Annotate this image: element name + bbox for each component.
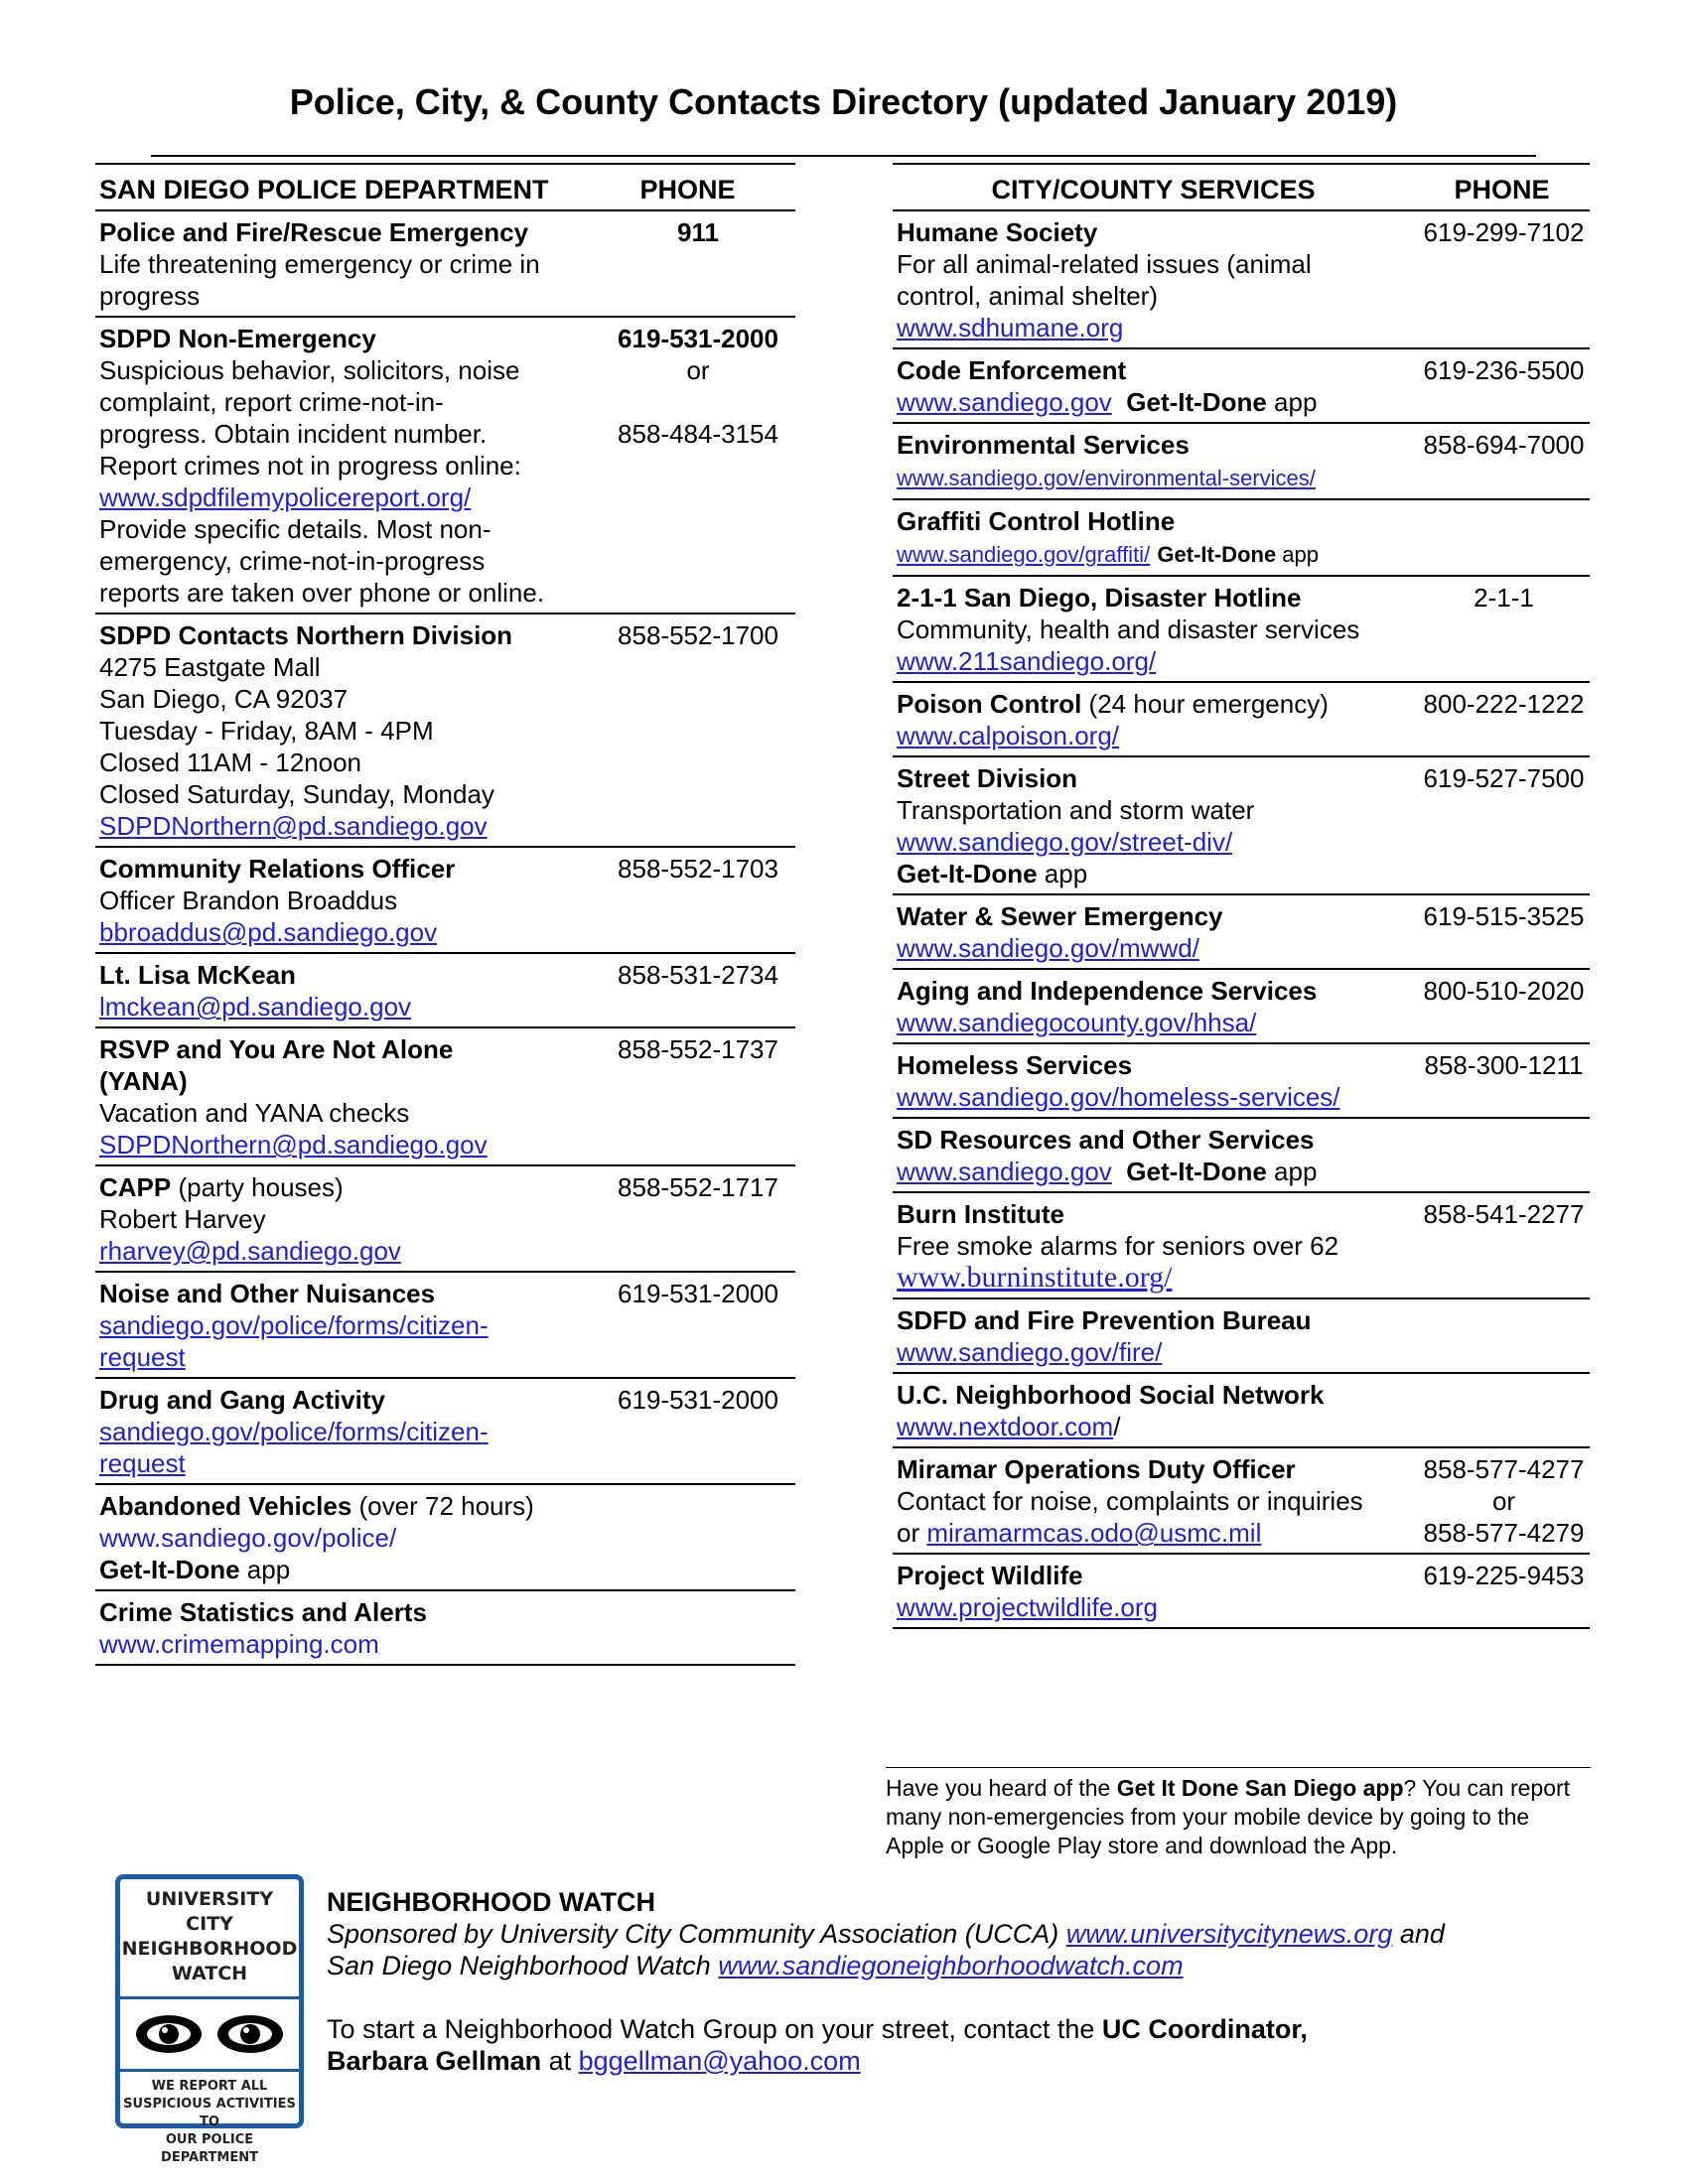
contact-details	[95, 1596, 601, 1660]
contact-link[interactable]: www.sandiego.gov/homeless-services/	[897, 1082, 1340, 1112]
contact-phone	[601, 216, 795, 312]
contact-link[interactable]: SDPDNorthern@pd.sandiego.gov	[99, 811, 488, 841]
contact-phone	[601, 1278, 795, 1373]
contact-phone	[1418, 762, 1590, 889]
contact-link-line	[897, 1007, 1418, 1038]
contact-row	[893, 211, 1590, 349]
contact-link[interactable]: www.nextdoor.com	[897, 1412, 1114, 1441]
phone-number: 2-1-1	[1474, 583, 1534, 613]
contact-phone	[1418, 900, 1590, 964]
contact-details	[893, 505, 1418, 571]
contact-description: San Diego, CA 92037	[99, 684, 349, 714]
contact-link-line	[99, 481, 601, 513]
contact-description: Transportation and storm water	[897, 795, 1255, 825]
app-line	[99, 1554, 601, 1585]
phone-number: 619-531-2000	[618, 324, 778, 353]
contact-title: Community Relations Officer	[99, 854, 456, 884]
contact-row	[893, 1555, 1590, 1629]
contact-row	[95, 318, 795, 614]
contact-title: Abandoned Vehicles	[99, 1491, 352, 1521]
or-prefix: or	[897, 1518, 927, 1548]
contact-link[interactable]: www.projectwildlife.org	[897, 1592, 1158, 1622]
contact-link[interactable]: www.calpoison.org/	[897, 721, 1119, 751]
logo-top-text	[120, 1879, 299, 1999]
contact-link-line	[897, 461, 1418, 494]
eyes-icon	[120, 1999, 299, 2069]
contact-link-line	[897, 826, 1418, 858]
contact-phone	[1418, 1198, 1590, 1294]
contact-row	[893, 1119, 1590, 1193]
coordinator-email-link[interactable]: bggellman@yahoo.com	[578, 2046, 861, 2076]
contact-link-line	[99, 1309, 601, 1341]
contact-phone	[1418, 505, 1590, 571]
phone-number: 858-552-1737	[618, 1034, 778, 1064]
contact-description: Tuesday - Friday, 8AM - 4PM	[99, 716, 434, 746]
contact-link-line	[99, 1235, 601, 1267]
phone-number: 619-527-7500	[1423, 763, 1585, 793]
contact-title-line	[897, 505, 1418, 537]
phone-number: 619-515-3525	[1423, 901, 1585, 931]
contact-title-line	[897, 1198, 1418, 1230]
contact-description: Report crimes not in progress online:	[99, 451, 521, 480]
contact-row	[893, 500, 1590, 577]
contact-title: Police and Fire/Rescue Emergency	[99, 217, 529, 247]
app-label: app	[1037, 859, 1088, 888]
nw-coordinator-label: UC Coordinator,	[1101, 2014, 1308, 2044]
page-title: Police, City, & County Contacts Directory (updated January 2019)	[289, 81, 1398, 122]
contact-title-cont: (YANA)	[99, 1066, 188, 1096]
contact-description: progress. Obtain incident number.	[99, 419, 488, 449]
contact-phone	[601, 619, 795, 842]
phone-number: 858-577-4279	[1423, 1518, 1585, 1548]
contact-link[interactable]: www.sdpdfilemypolicereport.org/	[99, 482, 472, 512]
contact-details	[893, 975, 1418, 1038]
contact-link[interactable]: rharvey@pd.sandiego.gov	[99, 1236, 401, 1266]
logo-line: SUSPICIOUS ACTIVITIES TO	[123, 2097, 296, 2129]
contact-description: Vacation and YANA checks	[99, 1098, 410, 1128]
contact-link[interactable]: www.sandiego.gov/fire/	[897, 1337, 1163, 1367]
phone-number: 800-222-1222	[1423, 689, 1585, 719]
contact-phone	[1418, 688, 1590, 751]
logo-bottom-text	[120, 2069, 299, 2167]
contact-title: Homeless Services	[897, 1050, 1133, 1080]
phone-number: 858-577-4277	[1423, 1454, 1585, 1484]
contact-phone	[1418, 975, 1590, 1038]
app-name: Get-It-Done	[1157, 542, 1277, 567]
nw-contact-line-2	[327, 2045, 1578, 2077]
contact-title-line	[99, 619, 601, 651]
contact-details	[95, 1278, 601, 1373]
contact-link[interactable]: sandiego.gov/police/forms/citizen-	[99, 1310, 489, 1340]
phone-number: 858-552-1717	[618, 1172, 778, 1202]
logo-line: OUR POLICE DEPARTMENT	[161, 2132, 258, 2165]
contact-title: Miramar Operations Duty Officer	[897, 1454, 1296, 1484]
contact-title: CAPP	[99, 1172, 172, 1202]
contact-title: Drug and Gang Activity	[99, 1385, 385, 1415]
contact-title: Environmental Services	[897, 430, 1190, 460]
contact-phone	[601, 1490, 795, 1585]
ucca-link[interactable]: www.universitycitynews.org	[1065, 1919, 1393, 1949]
contact-row	[95, 1273, 795, 1379]
app-label: app	[1266, 1157, 1318, 1186]
contact-details	[893, 216, 1418, 343]
contact-title-line	[897, 762, 1418, 794]
app-name: Get-It-Done	[1126, 387, 1267, 417]
nw-sponsor-line-1	[327, 1918, 1578, 1950]
contact-description: Suspicious behavior, solicitors, noise	[99, 355, 520, 385]
contact-title: Burn Institute	[897, 1199, 1064, 1229]
contact-phone	[1418, 1453, 1590, 1549]
contact-link[interactable]: www.211sandiego.org/	[897, 646, 1157, 676]
contact-details	[95, 1171, 601, 1267]
app-name: Get-It-Done	[1126, 1157, 1267, 1186]
phone-number: 619-531-2000	[618, 1279, 778, 1308]
contact-phone	[1418, 1560, 1590, 1623]
contact-link-line	[99, 991, 601, 1023]
contact-description: complaint, report crime-not-in-	[99, 387, 444, 417]
contact-link[interactable]: www.sandiego.gov/environmental-services/	[897, 466, 1316, 490]
contact-title-line	[99, 1278, 601, 1309]
logo-line: WE REPORT ALL	[151, 2079, 268, 2094]
contact-link[interactable]: sandiego.gov/police/forms/citizen-	[99, 1417, 489, 1446]
contact-row	[893, 895, 1590, 970]
contact-title-line	[897, 429, 1418, 461]
contact-title: Code Enforcement	[897, 355, 1127, 385]
contact-details	[95, 853, 601, 948]
contact-title-line	[99, 853, 601, 885]
nw-contact-line-1	[327, 2013, 1578, 2045]
neighborhood-watch-section	[327, 1886, 1578, 2077]
contact-description: Robert Harvey	[99, 1204, 266, 1234]
app-label: app	[1266, 387, 1318, 417]
contact-link-line	[897, 312, 1418, 343]
header-department: SAN DIEGO POLICE DEPARTMENT	[99, 175, 549, 205]
app-note-bold: Get It Done San Diego app	[1116, 1775, 1404, 1801]
contact-row	[95, 1166, 795, 1273]
phone-number: 800-510-2020	[1423, 976, 1585, 1006]
contact-link-line	[897, 1081, 1418, 1113]
contact-details	[893, 354, 1418, 418]
header-phone: PHONE	[1454, 175, 1550, 205]
contact-details	[95, 1490, 601, 1585]
phone-number: 858-484-3154	[618, 419, 778, 449]
contact-row	[893, 970, 1590, 1044]
contact-title-line	[99, 1490, 601, 1522]
title-divider	[151, 155, 1536, 157]
contact-title: RSVP and You Are Not Alone	[99, 1034, 454, 1064]
contact-details	[893, 582, 1418, 677]
app-note-post: ? You can report many non-emergencies from your mobile device by going to the Apple or Google Play store and download the App.	[886, 1775, 1571, 1858]
contact-phone	[1418, 1379, 1590, 1442]
contact-link[interactable]: www.sandiego.gov/graffiti/	[897, 542, 1151, 567]
contact-title-note: (24 hour emergency)	[1081, 689, 1329, 719]
contact-phone	[1418, 216, 1590, 343]
phone-or: or	[1491, 1486, 1516, 1516]
phone-number: 911	[677, 217, 719, 247]
contact-description: Contact for noise, complaints or inquiries	[897, 1486, 1363, 1516]
contact-row	[893, 757, 1590, 895]
logo-line: NEIGHBORHOOD	[121, 1938, 298, 1960]
contact-link[interactable]: www.sandiego.gov	[897, 387, 1112, 417]
nw-text: at	[541, 2046, 579, 2076]
contact-details	[893, 1198, 1418, 1294]
contact-title-line	[897, 582, 1418, 614]
contact-details	[893, 1049, 1418, 1113]
contact-row	[893, 424, 1590, 500]
header-phone: PHONE	[639, 175, 736, 205]
contact-phone	[601, 1384, 795, 1479]
contact-link-cont-line	[99, 1447, 601, 1479]
logo-line: UNIVERSITY CITY	[145, 1888, 274, 1935]
nw-text: Sponsored by University City Community Association (UCCA)	[327, 1919, 1066, 1949]
contact-row	[95, 848, 795, 954]
app-label: app	[1276, 542, 1320, 567]
contact-description: control, animal shelter)	[897, 281, 1158, 311]
contact-row	[95, 954, 795, 1028]
contact-link-cont-line	[99, 1341, 601, 1373]
contact-title-line	[99, 959, 601, 991]
contact-link-line	[897, 386, 1418, 418]
services-table-header	[893, 163, 1590, 211]
sdnw-link[interactable]: www.sandiegoneighborhoodwatch.com	[718, 1951, 1184, 1980]
contact-description: emergency, crime-not-in-progress	[99, 546, 486, 576]
contact-link-line	[99, 1129, 601, 1160]
contact-details	[893, 762, 1418, 889]
phone-number: 858-541-2277	[1423, 1199, 1585, 1229]
contact-link-line	[897, 1336, 1418, 1368]
contact-description: Life threatening emergency or crime in	[99, 249, 540, 279]
app-name: Get-It-Done	[99, 1555, 240, 1584]
contact-row	[893, 1299, 1590, 1374]
contact-title: Poison Control	[897, 689, 1082, 719]
contact-row	[95, 1591, 795, 1666]
app-note-pre: Have you heard of the	[886, 1775, 1117, 1801]
contact-link[interactable]: www.burninstitute.org/	[897, 1261, 1173, 1294]
sdpd-contacts-table	[95, 163, 795, 1666]
contact-details	[893, 1560, 1418, 1623]
contact-title-line	[897, 1379, 1418, 1411]
get-it-done-note	[886, 1767, 1591, 1860]
contact-phone	[601, 1171, 795, 1267]
contact-title: Noise and Other Nuisances	[99, 1279, 436, 1308]
nw-heading: NEIGHBORHOOD WATCH	[327, 1887, 655, 1917]
contact-title-line	[897, 688, 1418, 720]
contact-row	[893, 1193, 1590, 1299]
contact-title-line	[897, 1560, 1418, 1591]
neighborhood-watch-logo	[115, 1874, 304, 2165]
contact-title: SDPD Contacts Northern Division	[99, 620, 513, 650]
contact-details	[95, 959, 601, 1023]
contact-row	[95, 614, 795, 848]
contact-link-line	[897, 1591, 1418, 1623]
contact-phone	[601, 959, 795, 1023]
contact-phone	[601, 853, 795, 948]
contact-row	[893, 577, 1590, 683]
contact-link-cont[interactable]: request	[99, 1342, 186, 1372]
contact-details	[893, 1124, 1418, 1187]
contact-phone	[1418, 1124, 1590, 1187]
contact-title-line	[99, 1384, 601, 1416]
link-tail: /	[1113, 1412, 1121, 1441]
contact-details	[95, 323, 601, 609]
contact-title: SDFD and Fire Prevention Bureau	[897, 1305, 1312, 1335]
contact-title: SD Resources and Other Services	[897, 1125, 1315, 1155]
contact-row	[95, 1028, 795, 1166]
contact-description: 4275 Eastgate Mall	[99, 652, 321, 682]
contact-title-line	[897, 354, 1418, 386]
contact-title-line	[897, 1304, 1418, 1336]
phone-number: 858-531-2734	[618, 960, 778, 990]
phone-number: 619-236-5500	[1423, 355, 1585, 385]
contact-title: SDPD Non-Emergency	[99, 324, 376, 353]
contact-link[interactable]: www.crimemapping.com	[99, 1629, 379, 1659]
contact-details	[893, 1304, 1418, 1368]
contact-details	[95, 1033, 601, 1160]
phone-number: 619-299-7102	[1423, 217, 1585, 247]
contact-phone	[1418, 354, 1590, 418]
contact-row	[95, 1379, 795, 1485]
phone-number: 858-552-1703	[618, 854, 778, 884]
contact-title-line	[99, 1171, 601, 1203]
contact-title: 2-1-1 San Diego, Disaster Hotline	[897, 583, 1302, 613]
nw-sponsor-line-2	[327, 1950, 1578, 1981]
header-services: CITY/COUNTY SERVICES	[991, 175, 1316, 205]
contact-phone	[1418, 429, 1590, 494]
contact-title: Aging and Independence Services	[897, 976, 1318, 1006]
contact-row	[893, 1374, 1590, 1448]
contact-phone	[1418, 1049, 1590, 1113]
contact-description: Free smoke alarms for seniors over 62	[897, 1231, 1339, 1261]
phone-number: 858-300-1211	[1424, 1050, 1584, 1080]
contact-link[interactable]: www.sandiego.gov/street-div/	[897, 827, 1233, 857]
contact-title: Lt. Lisa McKean	[99, 960, 296, 990]
contact-details	[893, 1453, 1418, 1549]
contact-details	[95, 216, 601, 312]
contact-title: Graffiti Control Hotline	[897, 506, 1176, 536]
contact-link-cont[interactable]: request	[99, 1448, 186, 1478]
sdpd-table-header	[95, 163, 795, 211]
contact-description: Provide specific details. Most non-	[99, 514, 492, 544]
contact-link[interactable]: www.sandiego.gov/police/	[99, 1523, 397, 1553]
contact-phone	[601, 323, 795, 609]
contact-row	[893, 683, 1590, 757]
contact-phone	[1418, 1304, 1590, 1368]
contact-details	[893, 1379, 1418, 1442]
contact-title-line	[897, 975, 1418, 1007]
contact-row	[95, 1485, 795, 1591]
contact-phone	[601, 1596, 795, 1660]
contact-details	[95, 1384, 601, 1479]
phone-number: 858-552-1700	[618, 620, 778, 650]
contact-title: U.C. Neighborhood Social Network	[897, 1380, 1325, 1410]
contact-link[interactable]: miramarmcas.odo@usmc.mil	[926, 1518, 1262, 1548]
app-label: app	[239, 1555, 291, 1584]
contact-row	[893, 349, 1590, 424]
contact-link[interactable]: www.sandiego.gov/mwwd/	[897, 933, 1199, 963]
contact-phone	[1418, 582, 1590, 677]
contact-description: Closed Saturday, Sunday, Monday	[99, 779, 494, 809]
contact-link[interactable]: bbroaddus@pd.sandiego.gov	[99, 917, 438, 947]
contact-description: progress	[99, 281, 201, 311]
contact-row	[893, 1044, 1590, 1119]
contact-title-note: (over 72 hours)	[351, 1491, 534, 1521]
contact-description: Officer Brandon Broaddus	[99, 886, 398, 915]
contact-link-line	[897, 720, 1418, 751]
contact-link-line	[897, 1156, 1418, 1187]
contact-description: Community, health and disaster services	[897, 614, 1360, 644]
contact-title-line	[897, 1124, 1418, 1156]
contact-details	[893, 429, 1418, 494]
contact-title: Street Division	[897, 763, 1078, 793]
contact-link-line	[897, 1517, 1418, 1549]
contact-title-line	[897, 1453, 1418, 1485]
contact-description: reports are taken over phone or online.	[99, 578, 545, 608]
logo-line: WATCH	[171, 1963, 248, 1984]
contact-row	[95, 211, 795, 318]
nw-coordinator-name: Barbara Gellman	[327, 2046, 542, 2076]
nw-text: and	[1392, 1919, 1445, 1949]
contact-link[interactable]: lmckean@pd.sandiego.gov	[99, 992, 412, 1022]
contact-title-line	[897, 216, 1418, 248]
phone-number: 619-531-2000	[618, 1385, 778, 1415]
phone-number: 619-225-9453	[1423, 1561, 1585, 1590]
contact-title: Humane Society	[897, 217, 1098, 247]
contact-description: Closed 11AM - 12noon	[99, 748, 362, 777]
contact-link[interactable]: www.sdhumane.org	[897, 313, 1124, 342]
contact-link-line	[99, 916, 601, 948]
contact-link-line	[99, 1416, 601, 1447]
contact-details	[95, 619, 601, 842]
contact-title-line	[99, 216, 601, 248]
contact-title-line	[99, 323, 601, 354]
contact-title: Project Wildlife	[897, 1561, 1083, 1590]
contact-title-line	[897, 1049, 1418, 1081]
contact-title-line	[897, 900, 1418, 932]
app-name: Get-It-Done	[897, 859, 1038, 888]
contact-link-line	[897, 1411, 1418, 1442]
contact-link-line	[897, 932, 1418, 964]
contact-link[interactable]: www.sandiego.gov	[897, 1157, 1112, 1186]
contact-details	[893, 688, 1418, 751]
city-county-services-table	[893, 163, 1590, 1629]
contact-link[interactable]: www.sandiegocounty.gov/hhsa/	[897, 1008, 1257, 1037]
contact-link[interactable]: SDPDNorthern@pd.sandiego.gov	[99, 1130, 488, 1160]
contact-phone	[601, 1033, 795, 1160]
contact-title-line	[99, 1596, 601, 1628]
contact-title-line	[99, 1033, 601, 1065]
nw-text: San Diego Neighborhood Watch	[327, 1951, 719, 1980]
contact-title: Water & Sewer Emergency	[897, 901, 1223, 931]
contact-details	[893, 900, 1418, 964]
contact-description: For all animal-related issues (animal	[897, 249, 1312, 279]
phone-number: 858-694-7000	[1423, 430, 1585, 460]
phone-spacer	[601, 386, 795, 418]
nw-text: To start a Neighborhood Watch Group on your street, contact the	[327, 2014, 1102, 2044]
phone-or: or	[686, 355, 710, 385]
contact-row	[893, 1448, 1590, 1555]
contact-link-line	[897, 537, 1418, 571]
app-line	[897, 858, 1418, 889]
contact-title: Crime Statistics and Alerts	[99, 1597, 427, 1627]
contact-link-line	[99, 810, 601, 842]
contact-link-line	[897, 645, 1418, 677]
contact-title-note: (party houses)	[171, 1172, 344, 1202]
